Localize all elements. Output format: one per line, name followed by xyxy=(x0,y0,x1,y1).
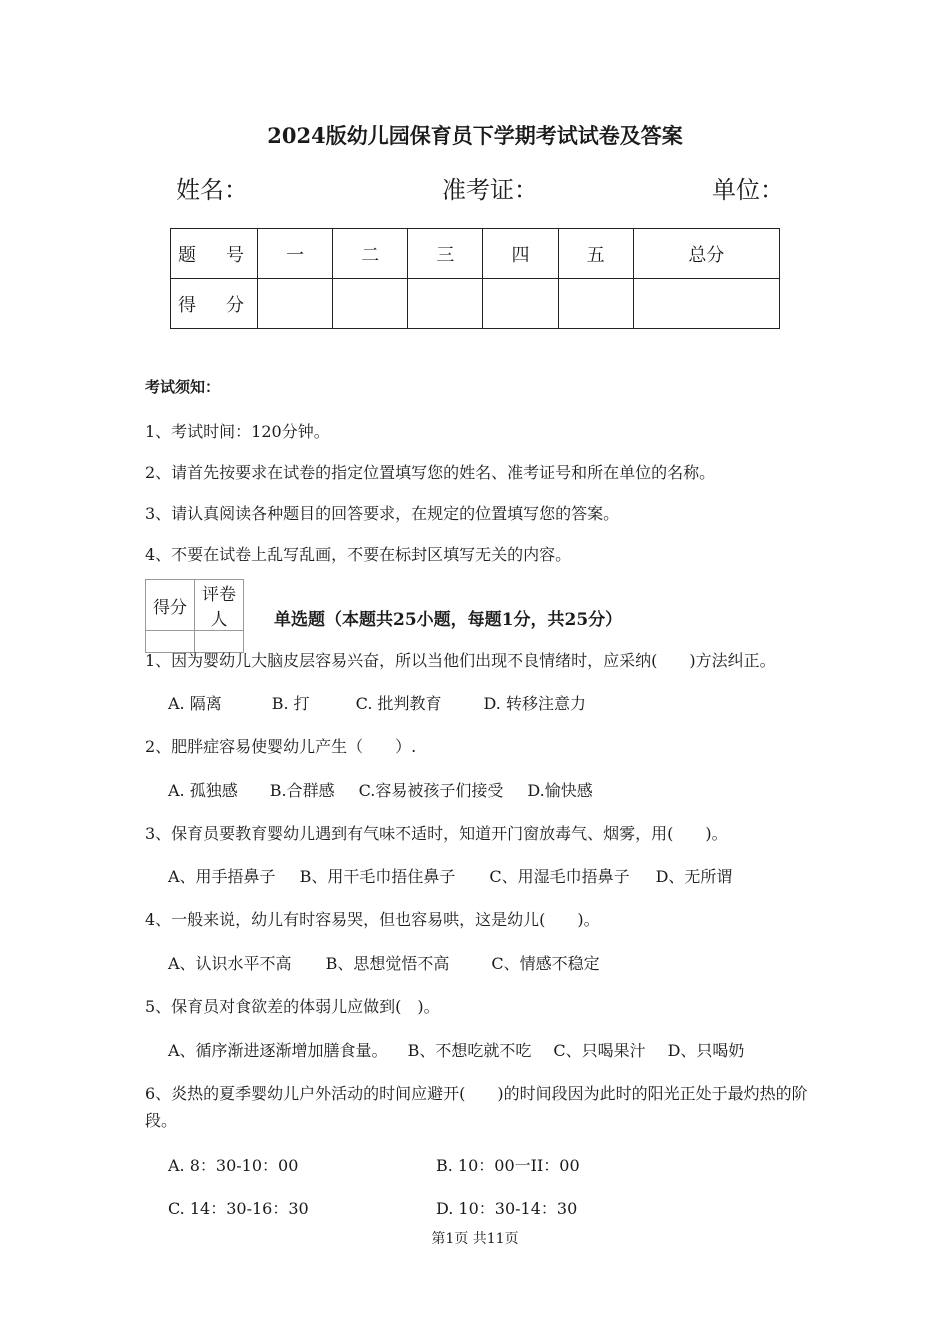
score-table-col-4: 四 xyxy=(483,229,558,279)
question-stem: 6、炎热的夏季婴幼儿户外活动的时间应避开( )的时间段因为此时的阳光正处于最灼热的阶段。 xyxy=(145,1084,808,1130)
option: A、用手捂鼻子 xyxy=(168,867,276,886)
exam-id-field-label: 准考证： xyxy=(442,176,538,204)
option: B.合群感 xyxy=(269,781,335,800)
question-options xyxy=(168,951,622,974)
grader-box xyxy=(145,579,244,653)
name-field-label: 姓名： xyxy=(176,176,248,204)
option: C、情感不稳定 xyxy=(491,954,600,973)
grader-score-label: 得分 xyxy=(146,580,195,631)
option: B、不想吃就不吃 xyxy=(407,1041,532,1060)
score-table-col-3: 三 xyxy=(408,229,483,279)
score-cell[interactable] xyxy=(258,279,333,329)
option: B. 打 xyxy=(271,694,310,713)
score-cell[interactable] xyxy=(483,279,558,329)
question-stem: 1、因为婴幼儿大脑皮层容易兴奋，所以当他们出现不良情绪时，应采纳( )方法纠正。 xyxy=(145,651,776,670)
score-table-header-label: 题 号 xyxy=(171,229,258,279)
option: B. 10：00一II：00 xyxy=(436,1156,580,1175)
score-cell[interactable] xyxy=(333,279,408,329)
instruction-item: 1、考试时间：120分钟。 xyxy=(145,422,330,441)
option: D、只喝奶 xyxy=(667,1041,745,1060)
option: B、思想觉悟不高 xyxy=(325,954,450,973)
question-stem: 2、肥胖症容易使婴幼儿产生（ ）. xyxy=(145,737,417,756)
option: A、认识水平不高 xyxy=(168,954,292,973)
option: D. 转移注意力 xyxy=(483,694,586,713)
option: A、循序渐进逐渐增加膳食量。 xyxy=(168,1041,388,1060)
option: C、用湿毛巾捂鼻子 xyxy=(489,867,630,886)
option: A. 隔离 xyxy=(168,694,222,713)
instructions-heading: 考试须知： xyxy=(145,378,221,396)
page-footer: 第1页 共11页 xyxy=(431,1231,519,1247)
option: D、无所谓 xyxy=(655,867,733,886)
option: C. 批判教育 xyxy=(355,694,442,713)
question-options xyxy=(168,778,615,801)
option: C、只喝果汁 xyxy=(553,1041,646,1060)
instruction-item: 3、请认真阅读各种题目的回答要求，在规定的位置填写您的答案。 xyxy=(145,504,620,523)
instruction-item: 4、不要在试卷上乱写乱画，不要在标封区填写无关的内容。 xyxy=(145,545,572,564)
score-table-col-2: 二 xyxy=(333,229,408,279)
score-table-col-total: 总分 xyxy=(633,229,779,279)
score-table-col-1: 一 xyxy=(258,229,333,279)
question-stem: 5、保育员对食欲差的体弱儿应做到( )。 xyxy=(145,997,440,1016)
question-options xyxy=(168,691,608,714)
question-stem: 4、一般来说，幼儿有时容易哭，但也容易哄，这是幼儿( )。 xyxy=(145,910,600,929)
option: C.容易被孩子们接受 xyxy=(358,781,504,800)
option: A. 孤独感 xyxy=(168,781,238,800)
question-options xyxy=(168,864,754,887)
option: D.愉快感 xyxy=(527,781,593,800)
option: A. 8：30-10：00 xyxy=(168,1156,299,1175)
question-options xyxy=(168,1038,766,1061)
score-table xyxy=(170,228,780,329)
option: D. 10：30-14：30 xyxy=(436,1199,578,1218)
question-stem: 3、保育员要教育婴幼儿遇到有气味不适时，知道开门窗放毒气、烟雾，用( )。 xyxy=(145,824,728,843)
unit-field-label: 单位： xyxy=(712,176,784,204)
option: C. 14：30-16：30 xyxy=(168,1199,309,1218)
grader-name-label: 评卷人 xyxy=(195,580,244,631)
score-table-score-label: 得 分 xyxy=(171,279,258,329)
score-cell[interactable] xyxy=(408,279,483,329)
option: B、用干毛巾捂住鼻子 xyxy=(299,867,456,886)
score-cell[interactable] xyxy=(633,279,779,329)
score-cell[interactable] xyxy=(558,279,633,329)
page-title: 2024版幼儿园保育员下学期考试试卷及答案 xyxy=(267,123,683,148)
instruction-item: 2、请首先按要求在试卷的指定位置填写您的姓名、准考证号和所在单位的名称。 xyxy=(145,463,716,482)
score-table-header-row xyxy=(171,229,780,279)
score-table-col-5: 五 xyxy=(558,229,633,279)
score-table-score-row xyxy=(171,279,780,329)
section-title: 单选题（本题共25小题，每题1分，共25分） xyxy=(274,610,623,630)
